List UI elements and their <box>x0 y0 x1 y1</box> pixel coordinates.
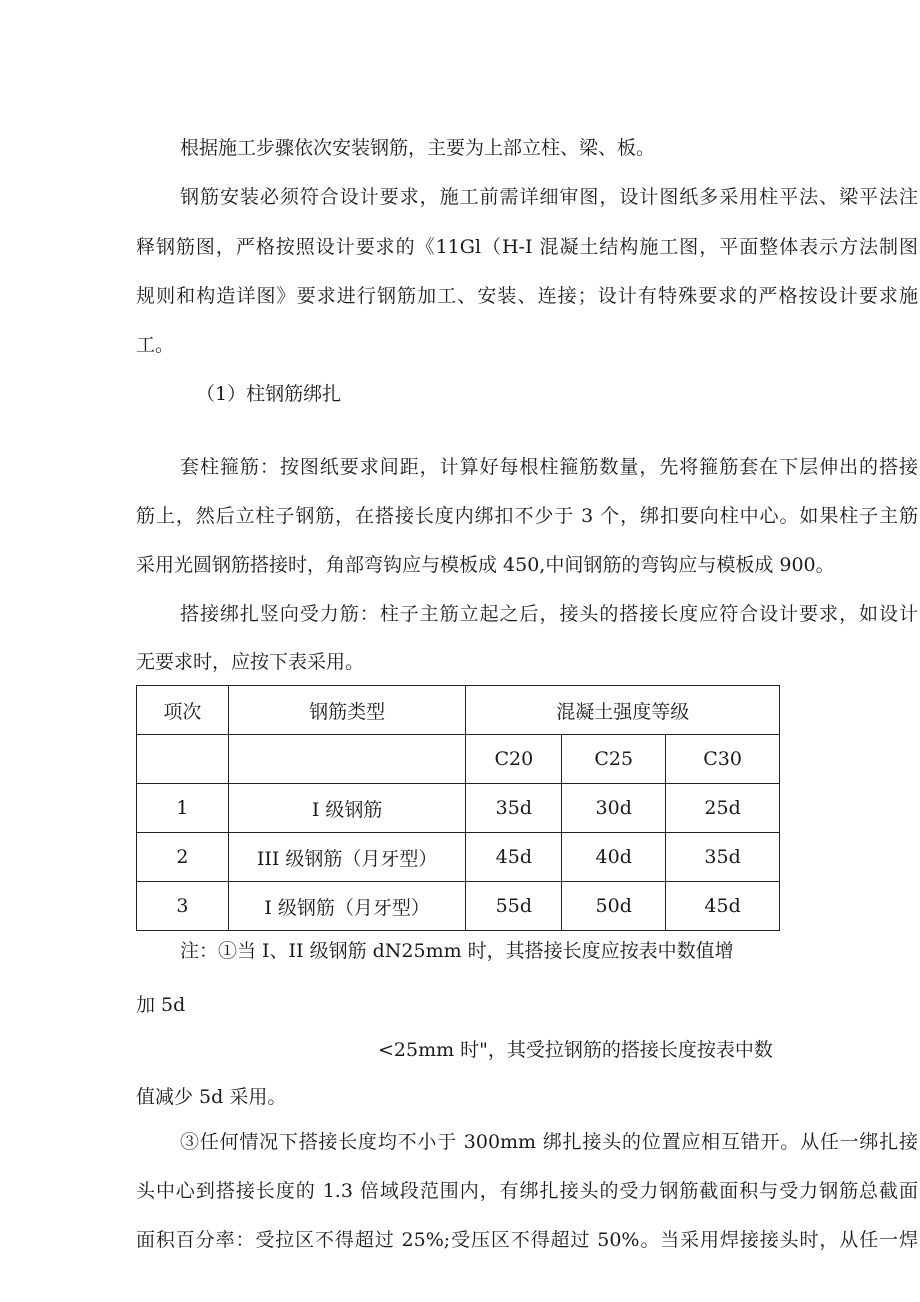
paragraph-stirrups-line2: 筋上，然后立柱子钢筋，在搭接长度内绑扣不少于 3 个，绑扣要向柱中心。如果柱子主筋 <box>136 505 918 527</box>
row-c25: 30d <box>562 784 666 833</box>
note-1-line2: 加 5d <box>136 994 186 1016</box>
row-c25: 40d <box>562 833 666 882</box>
paragraph-design-requirements-line4: 工。 <box>136 334 175 356</box>
row-c30: 25d <box>666 784 780 833</box>
note-2-line2: 值减少 5d 采用。 <box>136 1086 287 1108</box>
grade-c30: C30 <box>666 735 780 784</box>
section-heading-column-rebar: （1）柱钢筋绑扎 <box>196 383 342 405</box>
paragraph-construction-steps: 根据施工步骤依次安装钢筋，主要为上部立柱、梁、板。 <box>180 137 656 159</box>
row-no: 1 <box>137 784 229 833</box>
row-c25: 50d <box>562 882 666 931</box>
header-rebar-type: 钢筋类型 <box>228 686 466 735</box>
header-concrete-grade: 混凝土强度等级 <box>466 686 780 735</box>
table-row <box>137 882 780 931</box>
table-cell-empty <box>228 735 466 784</box>
paragraph-stirrups-line3: 采用光圆钢筋搭接时，角部弯钩应与模板成 450,中间钢筋的弯钩应与模板成 900。 <box>136 554 835 576</box>
table-row <box>137 784 780 833</box>
paragraph-stirrups-line1: 套柱箍筋：按图纸要求间距，计算好每根柱箍筋数量，先将箍筋套在下层伸出的搭接 <box>180 456 918 478</box>
note-3-line1: ③任何情况下搭接长度均不小于 300mm 绑扎接头的位置应相互错开。从任一绑扎接 <box>180 1131 918 1153</box>
table-cell-empty <box>137 735 229 784</box>
row-type: I 级钢筋 <box>228 784 466 833</box>
paragraph-design-requirements-line2: 释钢筋图，严格按照设计要求的《11Gl（H-I 混凝土结构施工图，平面整体表示方法制图 <box>136 236 918 258</box>
lap-length-table <box>136 685 780 931</box>
note-1-line1: 注：①当 I、II 级钢筋 dN25mm 时，其搭接长度应按表中数值增 <box>180 940 734 962</box>
table-grade-row <box>137 735 780 784</box>
table-row <box>137 833 780 882</box>
grade-c25: C25 <box>562 735 666 784</box>
row-type: III 级钢筋（月牙型） <box>228 833 466 882</box>
paragraph-lap-splice-line1: 搭接绑扎竖向受力筋：柱子主筋立起之后，接头的搭接长度应符合设计要求，如设计 <box>180 603 918 625</box>
grade-c20: C20 <box>466 735 562 784</box>
row-c20: 35d <box>466 784 562 833</box>
note-3-line2: 头中心到搭接长度的 1.3 倍域段范围内，有绑扎接头的受力钢筋截面积与受力钢筋总截面 <box>136 1180 918 1202</box>
table-header-row <box>137 686 780 735</box>
paragraph-design-requirements-line1: 钢筋安装必须符合设计要求，施工前需详细审图，设计图纸多采用柱平法、梁平法注 <box>180 186 918 208</box>
row-no: 2 <box>137 833 229 882</box>
note-2-line1: <25mm 时"，其受拉钢筋的搭接长度按表中数 <box>378 1039 773 1061</box>
paragraph-lap-splice-line2: 无要求时，应按下表采用。 <box>136 651 365 673</box>
header-item-no: 项次 <box>137 686 229 735</box>
note-3-line3: 面积百分率：受拉区不得超过 25%;受压区不得超过 50%。当采用焊接接头时，从任一焊 <box>136 1229 918 1251</box>
row-type: I 级钢筋（月牙型） <box>228 882 466 931</box>
row-c30: 45d <box>666 882 780 931</box>
row-c20: 45d <box>466 833 562 882</box>
row-c20: 55d <box>466 882 562 931</box>
row-no: 3 <box>137 882 229 931</box>
paragraph-design-requirements-line3: 规则和构造详图》要求进行钢筋加工、安装、连接；设计有特殊要求的严格按设计要求施 <box>136 285 918 307</box>
row-c30: 35d <box>666 833 780 882</box>
